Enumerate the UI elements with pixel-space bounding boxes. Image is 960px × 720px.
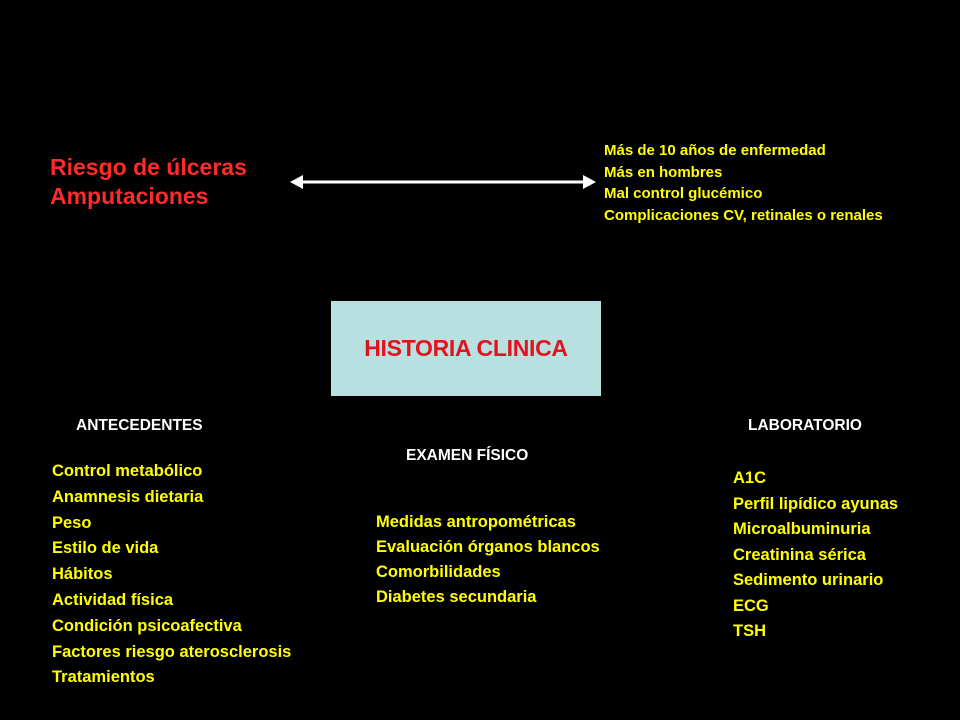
laboratorio-item: Creatinina sérica [733,545,866,564]
antecedentes-item: Actividad física [52,590,174,609]
antecedentes-heading: ANTECEDENTES [76,417,203,434]
antecedentes-item: Hábitos [52,565,113,584]
examen-fisico-heading: EXAMEN FÍSICO [406,447,529,464]
central-box [331,301,601,396]
risk-factors-list [604,140,883,226]
laboratorio-heading: LABORATORIO [748,417,862,434]
antecedentes-item: Condición psicoafectiva [52,616,242,635]
antecedentes-item: Peso [52,513,92,532]
double-headed-arrow [290,172,596,192]
antecedentes-item: Factores riesgo aterosclerosis [52,642,292,661]
examen-fisico-item: Evaluación órganos blancos [376,538,600,556]
laboratorio-list [733,466,898,645]
laboratorio-item: A1C [733,469,767,487]
examen-fisico-list [376,510,600,610]
antecedentes-item: Anamnesis dietaria [52,487,204,506]
risk-factor-item: Más en hombres [604,163,723,181]
risk-factor-item: Complicaciones CV, retinales o renales [604,206,883,224]
laboratorio-item: ECG [733,596,769,615]
laboratorio-item: TSH [733,622,766,640]
central-title: HISTORIA CLINICA [364,335,568,361]
laboratorio-item: Perfil lipídico ayunas [733,494,899,513]
risk-label [50,153,247,211]
examen-fisico-item: Comorbilidades [376,563,501,581]
antecedentes-list [52,459,291,691]
antecedentes-item: Control metabólico [52,462,203,480]
antecedentes-item: Estilo de vida [52,539,159,558]
laboratorio-item: Microalbuminuria [733,520,871,538]
risk-factor-item: Mal control glucémico [604,185,763,202]
examen-fisico-item: Medidas antropométricas [376,513,576,531]
risk-line-ulceras: Riesgo de úlceras [50,154,247,180]
risk-line-amputaciones: Amputaciones [50,183,209,209]
examen-fisico-item: Diabetes secundaria [376,588,537,606]
laboratorio-item: Sedimento urinario [733,571,884,589]
risk-factor-item: Más de 10 años de enfermedad [604,142,826,159]
antecedentes-item: Tratamientos [52,668,155,687]
